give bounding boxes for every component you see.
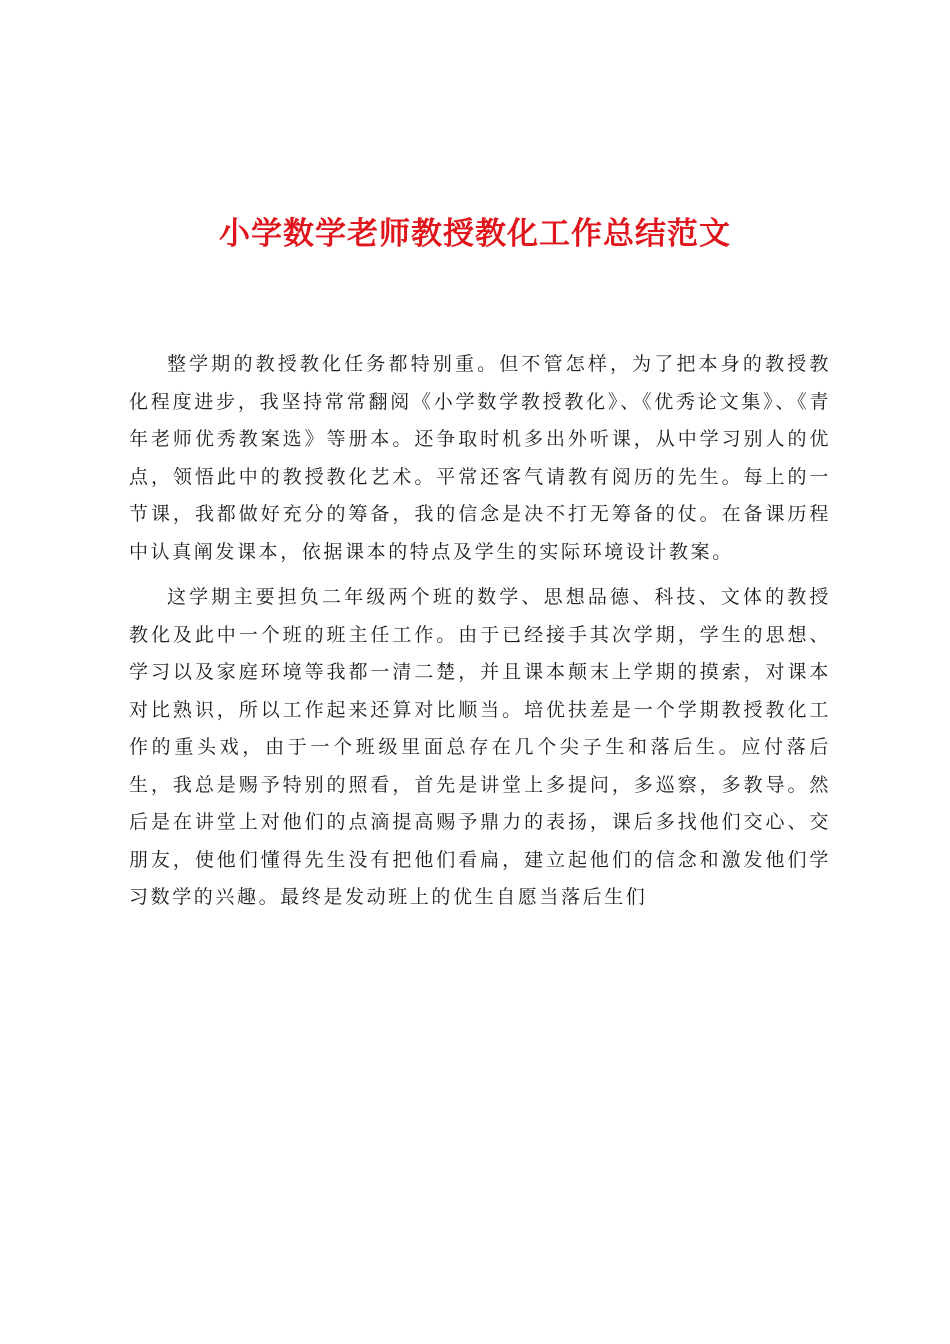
document-title: 小学数学老师教授教化工作总结范文 (219, 216, 731, 252)
paragraph-2: 这学期主要担负二年级两个班的数学、思想品德、科技、文体的教授教化及此中一个班的班主任工作。由于已经接手其次学期，学生的思想、学习以及家庭环境等我都一清二楚，并且课本颠末上学期的摸索，对课本对比熟识，所以工作起来还算对比顺当。培优扶差是一个学期教授教化工作的重头戏，由于一个班级里面总存在几个尖子生和落后生。应付落后生，我总是赐予特别的照看，首先是讲堂上多提问，多巡察，多教导。然后是在讲堂上对他们的点滴提高赐予鼎力的表扬，课后多找他们交心、交朋友，使他们懂得先生没有把他们看扁，建立起他们的信念和激发他们学习数学的兴趣。最终是发动班上的优生自愿当落后生们 (129, 586, 831, 908)
paragraph-1: 整学期的教授教化任务都特别重。但不管怎样，为了把本身的教授教化程度进步，我坚持常常翻阅《小学数学教授教化》、《优秀论文集》、《青年老师优秀教案选》等册本。还争取时机多出外听课，从中学习别人的优点，领悟此中的教授教化艺术。平常还客气请教有阅历的先生。每上的一节课，我都做好充分的筹备，我的信念是决不打无筹备的仗。在备课历程中认真阐发课本，依据课本的特点及学生的实际环境设计教案。 (129, 353, 831, 563)
document-body (129, 346, 831, 925)
